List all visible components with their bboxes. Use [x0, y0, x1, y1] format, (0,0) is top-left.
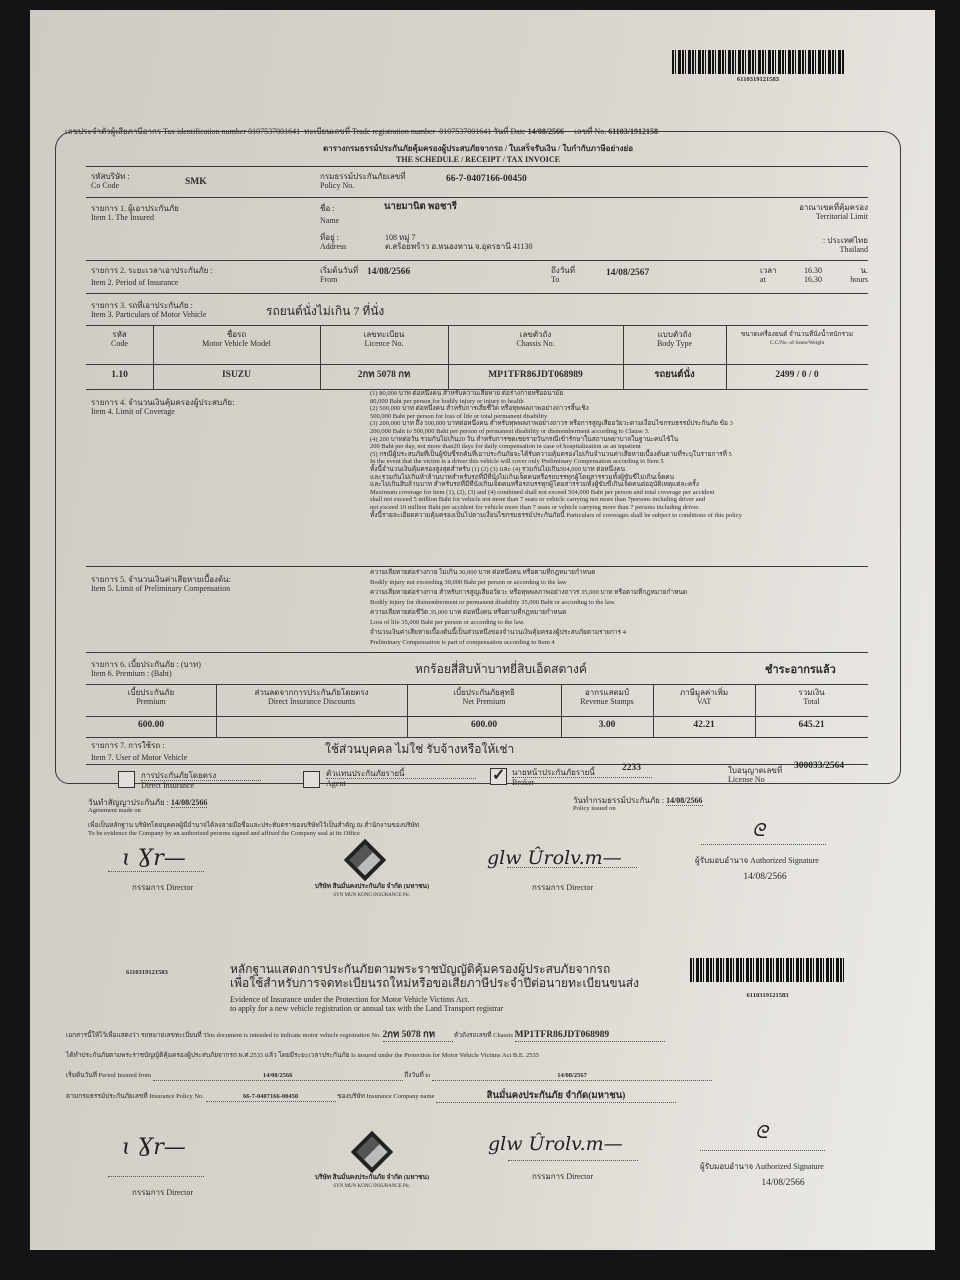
barcode-bottom [690, 958, 845, 982]
item5-line: ความเสียหายต่อร่างกาย ไม่เกิน 30,000 บาท ต่อหนึ่งคน หรือตามที่กฎหมายกำหนด [370, 569, 596, 576]
evidence-company: สินมั่นคงประกันภัย จำกัด(มหาชน) [486, 1091, 626, 1101]
item5-line: Bodily injury not exceeding 30,000 Baht per person or according to the law [370, 579, 567, 586]
director-signature-4: glw Ûrolv.m— [488, 1133, 623, 1155]
license-label: ใบอนุญาตเลขที่ License No [728, 766, 783, 784]
stamp-paid-note: ชำระอากรแล้ว [765, 664, 836, 676]
evidence-line-2: ได้ทำประกันภัยตามพระราชบัญญัติคุ้มครองผู้ประสบภัยจากรถ พ.ศ.2535 แล้ว โดยมีระยะเวลาประกันภัย Is insured under the Protection for Motor Vehicle Victims Act B.E. 2535 [66, 1052, 540, 1059]
vehicle-table-row-divider [86, 364, 868, 365]
broker-label: นายหน้าประกันภัยรายนี้ Broker [512, 768, 652, 787]
insured-address: 108 หมู่ 7 ต.สร้อยพร้าว อ.หนองหาน จ.อุดรธานี 41130 [385, 233, 533, 251]
premium-table-row-divider [86, 716, 868, 717]
vehicle-cell-cc-seats-weight: 2499 / 0 / 0 [775, 370, 819, 380]
item2-label: รายการ 2. ระยะเวลาเอาประกันภัย : Item 2. Period of Insurance [91, 266, 213, 287]
amount-in-words: หกร้อยสี่สิบห้าบาทยี่สิบเอ็ดสตางค์ [415, 662, 587, 676]
item4-line: Maximum coverage for item (1), (2), (3) and (4) combined shall not exceed 504,000 Baht per person and total coverage per accident [370, 488, 715, 496]
vehicle-col-header-body-type: แบบตัวถัง Body Type [656, 330, 693, 348]
insured-name: นายมานิต พอชารี [384, 202, 457, 212]
director-signature-3: ɩ Ɣr— [122, 1135, 186, 1160]
item4-line: 200 Baht per day, not more than20 days for daily compensation in case of hospitalization as an inpatient [370, 443, 641, 451]
evidence-number: 6110319121583 [126, 969, 168, 976]
premium-col-header-net-premium: เบี้ยประกันภัยสุทธิ Net Premium [453, 688, 515, 706]
authorized-date-2: 14/08/2566 [761, 1178, 805, 1188]
agent-checkbox[interactable] [303, 771, 320, 788]
item4-line: 500,000 Baht per person for loss of life or total permanent disability [370, 412, 548, 420]
item4-line: 200,000 Baht to 500,000 Baht per person of permanent disability or dismemberment according to Clause 3. [370, 427, 650, 435]
broker-code: 2233 [622, 763, 641, 773]
doc-no-label: เลขที่ No. [574, 127, 607, 136]
item1-label: รายการ 1. ผู้เอาประกันภัย Item 1. The Insured [91, 204, 179, 222]
territory-label: อาณาเขตที่คุ้มครอง Territorial Limit [799, 203, 868, 221]
period-to-value: 14/08/2567 [606, 268, 650, 278]
authorized-label-1: ผู้รับมอบอำนาจ Authorized Signature [695, 856, 819, 865]
vehicle-col-header-model: ชื่อรถ Motor Vehicle Model [202, 330, 271, 348]
barcode-top-number: 6110319121583 [737, 76, 779, 83]
co-code-value: SMK [185, 177, 207, 187]
vehicle-col-header-licence: เลขทะเบียน Licence No. [363, 330, 405, 348]
premium-col-header-total: รวมเงิน Total [798, 688, 825, 706]
item4-line: not exceed 10 million Baht per accident for vehicle more than 7 seats or vehicle carrying more than 7 persons including driver. [370, 503, 700, 511]
item4-line: ทั้งนี้จำนวนเงินคุ้มครองสูงสุดสำหรับ (1) (2) (3) และ (4) รวมกันไม่เกิน504,000 บาท ต่อหนึ่งคน [370, 465, 626, 473]
policy-issued-label: วันทำกรมธรรม์ประกันภัย : 14/08/2566 Policy issued on [573, 796, 703, 812]
time-unit: น. hours [850, 266, 868, 284]
period-from-value: 14/08/2566 [367, 267, 411, 277]
authorized-signature-1: ᘓ [752, 820, 765, 841]
item4-line: In the event that the victim is a driver this vehicle will cover only Preliminary Compensation according to Item 5 [370, 458, 664, 466]
evidence-policy-no: 66-7-0407166-00450 [242, 1093, 299, 1100]
item5-line: จำนวนเงินค่าเสียหายเบื้องต้นนี้เป็นส่วนหนึ่งของจำนวนเงินคุ้มครองผู้ประสบภัยตามรายการ 4 [370, 629, 626, 636]
vehicle-cell-chassis: MP1TFR86JDT068989 [488, 370, 583, 380]
tax-id-value: 0107537001641 [248, 127, 301, 136]
director-signature-1: ɩ Ɣr— [122, 846, 186, 871]
policy-no-value: 66-7-0407166-00450 [446, 174, 527, 184]
trade-reg-label: ทะเบียนเลขที่ Trade registration number [304, 127, 436, 136]
premium-cell-total: 645.21 [798, 720, 825, 730]
direct-insurance-checkbox[interactable] [118, 771, 135, 788]
trade-reg-value: 0107537001641 [439, 127, 492, 136]
vehicle-cell-body-type: รถยนต์นั่ง [654, 370, 695, 380]
coverage-text [370, 390, 865, 519]
item6-label: รายการ 6. เบี้ยประกันภัย : (บาท) Item 6. Premium : (Baht) [91, 660, 201, 678]
evidence-to: 14/08/2567 [557, 1072, 587, 1079]
company-name-th: บริษัท สินมั่นคงประกันภัย จำกัด (มหาชน) [314, 883, 430, 890]
time-value: 16.30 16.30 [804, 266, 822, 284]
evidence-line-3: เริ่มต้นวันที่ Period Insured from 14/08/2566 ถึงวันที่ to 14/08/2567 [66, 1072, 881, 1081]
director-label-3: กรรมการ Director [132, 1188, 193, 1197]
item7-label: รายการ 7. การใช้รถ : Item 7. User of Motor Vehicle [91, 741, 188, 762]
item4-line: (5) กรณีผู้ประสบภัยที่เป็นผู้ขับขี่รถคันที่เอาประกันภัยจะได้รับความคุ้มครองไม่เกินจำนวนค่าเสียหายเบื้องต้นตามที่ระบุในรายการที่ 5 [370, 450, 732, 458]
item4-line: shall not exceed 5 million Baht for vehicle not more than 7 seats or vehicle carrying not more than 7persons including driver and [370, 496, 706, 504]
item5-line: ความเสียหายต่อร่างกาย สำหรับการสูญเสียอวัยวะ หรือทุพพลภาพอย่างถาวร 35,000 บาท หรือตามที่กฎหมายกำหนด [370, 589, 688, 596]
director-label-4: กรรมการ Director [532, 1172, 593, 1181]
co-code-label: รหัสบริษัท : Co Code [91, 172, 130, 190]
director-label-2: กรรมการ Director [532, 883, 593, 892]
direct-insurance-label: การประกันภัยโดยตรง Direct Insurance [141, 771, 261, 790]
item4-label: รายการ 4. จำนวนเงินคุ้มครองผู้ประสบภัย: Item 4. Limit of Coverage [91, 398, 235, 416]
vehicle-cell-model: ISUZU [221, 370, 252, 380]
evidence-statement: เพื่อเป็นหลักฐาน บริษัทโดยบุคคลผู้มีอำนาจได้ลงลายมือชื่อและประทับตราของบริษัทไว้เป็นสำคัญ ณ สำนักงานของบริษัท To be evidence the Company by an authorized persons signed and affixed the Company seal at its Office [88, 822, 420, 837]
date-value: 14/08/2566 [527, 127, 565, 136]
item5-label: รายการ 5. จำนวนเงินค่าเสียหายเบื้องต้น: Item 5. Limit of Preliminary Compensation [91, 575, 231, 593]
item5-line: Bodily injury for dismemberment or permanent disability 35,000 Baht or according to the law. [370, 599, 616, 606]
barcode-top [672, 50, 844, 74]
item4-line: (1) 80,000 บาท ต่อหนึ่งคน สำหรับความเสียหาย ต่อร่างกายหรืออนามัย [370, 390, 564, 397]
premium-col-header-vat: ภาษีมูลค่าเพิ่ม VAT [679, 688, 729, 706]
period-from-label: เริ่มต้นวันที่ From [320, 266, 359, 284]
authorized-label-2: ผู้รับมอบอำนาจ Authorized Signature [700, 1162, 824, 1171]
evidence-line-4: ตามกรมธรรม์ประกันภัยเลขที่ Insurance Policy No. 66-7-0407166-00450 ของบริษัท Insurance Company name สินมั่นคงประกันภัย จำกัด(มหาชน) [66, 1091, 881, 1103]
evidence-chassis: MP1TFR86JDT068989 [514, 1030, 610, 1040]
item5-line: Preliminary Compensation is part of compensation according to Item 4 [370, 639, 555, 646]
company-name-en: SYN MUN KONG INSURANCE Plc. [333, 893, 411, 898]
doc-no-value: 61103/1912158 [608, 127, 658, 136]
premium-cell-net-premium: 600.00 [470, 720, 498, 730]
agent-label: ตัวแทนประกันภัยรายนี้ Agent [326, 769, 476, 788]
director-label-1: กรรมการ Director [132, 883, 193, 892]
evidence-title-th: หลักฐานแสดงการประกันภัยตามพระราชบัญญัติคุ้มครองผู้ประสบภัยจากรถ เพื่อใช้สำหรับการจดทะเบียนรถใหม่หรือขอเสียภาษีประจำปีต่อนายทะเบียนขนส่ง [230, 962, 639, 990]
vehicle-col-header-cc-seats-weight: ขนาดเครื่องยนต์ จำนวนที่นั่งน้ำหนักรวม C.C/No. of Seats/Weight [740, 331, 854, 346]
authorized-date-1: 14/08/2566 [743, 872, 787, 882]
agreement-date: 14/08/2566 [170, 798, 208, 807]
territory-value: : ประเทศไทย Thailand [823, 236, 868, 254]
vehicle-class: รถยนต์นั่งไม่เกิน 7 ที่นั่ง [266, 304, 385, 318]
item4-line: (3) 200,000 บาท ถึง 500,000 บาทต่อหนึ่งคน สำหรับทุพพลภาพอย่างถาวร หรือการสูญเสียอวัยวะตามเงื่อนไขกรมธรรม์ประกันภัย ข้อ 3 [370, 420, 733, 428]
vehicle-cell-licence: 2กท 5078 กท [357, 370, 411, 380]
item4-line: และไม่เกินสิบล้านบาท สำหรับรถที่มีที่นั่งเกินเจ็ดคนหรือรถบรรทุกผู้โดยสารรวมทั้งผู้ขับขี่เกินเจ็ดคนต่ออุบัติเหตุแต่ละครั้ง [370, 481, 699, 489]
license-number: 300033/2564 [794, 761, 845, 771]
evidence-reg-no: 2กท 5078 กท [382, 1030, 436, 1040]
broker-checkbox[interactable] [490, 768, 507, 785]
item4-line: 80,000 Baht per person for bodily injury or injury to health [370, 397, 524, 405]
authorized-signature-2: ᘓ [755, 1122, 768, 1143]
evidence-title-en: Evidence of Insurance under the Protection for Motor Vehicle Victims Act. to apply for a new vehicle registration or annual tax with the Land Transport registrar [230, 995, 504, 1013]
tax-id-label: เลขประจำตัวผู้เสียภาษีอากร Tax identification number [65, 127, 247, 136]
check-mark-icon: ✓ [492, 767, 506, 784]
item3-label: รายการ 3. รถที่เอาประกันภัย : Item 3. Particulars of Motor Vehicle [91, 301, 207, 319]
item4-line: และรวมกันไม่เกินห้าล้านบาทสำหรับรถที่มีที่นั่งไม่เกินเจ็ดคนหรือรถบรรทุกผู้โดยสารรวมทั้งผู้ขับขี่ไม่เกินเจ็ดคน [370, 473, 675, 481]
item4-line: (4) 200 บาทต่อวัน รวมกันไม่เกิน20 วัน สำหรับการชดเชยรายวันกรณีเข้ารักษาในสถานพยาบาลในฐานะคนไข้ใน [370, 435, 679, 443]
barcode-bottom-number: 6110319121583 [746, 992, 789, 999]
premium-col-header-premium: เบี้ยประกันภัย Premium [127, 688, 175, 706]
vehicle-col-header-chassis: เลขตัวถัง Chassis No. [516, 330, 555, 348]
item5-line: Loss of life 35,000 Baht per person or according to the law. [370, 619, 525, 626]
company-name-th-2: บริษัท สินมั่นคงประกันภัย จำกัด (มหาชน) [314, 1174, 430, 1181]
vehicle-col-header-code: รหัส Code [111, 330, 128, 348]
policy-issued-date: 14/08/2566 [666, 796, 703, 805]
period-to-label: ถึงวันที่ To [551, 266, 575, 284]
director-signature-2: glw Ûrolv.m— [487, 847, 622, 869]
agreement-label: วันทำสัญญาประกันภัย : 14/08/2566 Agreement made on [88, 798, 208, 814]
preliminary-text [370, 568, 865, 648]
schedule-title-en: THE SCHEDULE / RECEIPT / TAX INVOICE [396, 155, 560, 164]
name-label: ชื่อ : Name [320, 204, 340, 225]
premium-cell-vat: 42.21 [693, 720, 715, 730]
item5-line: ความเสียหายต่อชีวิต 35,000 บาท ต่อหนึ่งคน หรือตามที่กฎหมายกำหนด [370, 609, 567, 616]
vehicle-use: ใช้ส่วนบุคคล ไม่ใช่ รับจ้างหรือให้เช่า [325, 742, 515, 756]
item4-line: (2) 500,000 บาท ต่อหนึ่งคน สำหรับการเสียชีวิต หรือทุพพลภาพอย่างถาวรสิ้นเชิง [370, 405, 589, 413]
evidence-from: 14/08/2566 [262, 1072, 293, 1079]
item4-line: ทั้งนี้รายละเอียดความคุ้มครองเป็นไปตามเงื่อนไขกรมธรรม์ประกันภัยนี้ Particulars of coverages shall be subject to conditions of this policy [370, 511, 742, 519]
policy-no-label: กรมธรรม์ประกันภัยเลขที่ Policy No. [320, 172, 406, 190]
schedule-title-th: ตารางกรมธรรม์ประกันภัยคุ้มครองผู้ประสบภัยจากรถ / ใบเสร็จรับเงิน / ใบกำกับภาษีอย่างย่อ [322, 144, 634, 153]
company-name-en-2: SYN MUN KONG INSURANCE Plc. [333, 1184, 411, 1189]
premium-col-header-revenue-stamps: อากรแสตมป์ Revenue Stamps [580, 688, 634, 706]
premium-cell-revenue-stamps: 3.00 [598, 720, 616, 730]
premium-cell-premium: 600.00 [137, 720, 165, 730]
address-label: ที่อยู่ : Address [320, 233, 347, 251]
premium-col-header-direct-discount: ส่วนลดจากการประกันภัยโดยตรง Direct Insurance Discounts [254, 688, 369, 706]
vehicle-cell-code: 1.10 [111, 370, 128, 380]
date-label: วันที่ Date [493, 127, 526, 136]
time-label: เวลา at [760, 266, 777, 284]
evidence-line-1: เอกสารนี้ให้ไว้เพื่อแสดงว่า รถหมายเลขทะเบียนที่ This document is intended to indicate motor vehicle registration No. 2กท 5078 กท ตัวถังรถเลขที่ Chassis MP1TFR86JDT068989 [66, 1030, 881, 1042]
